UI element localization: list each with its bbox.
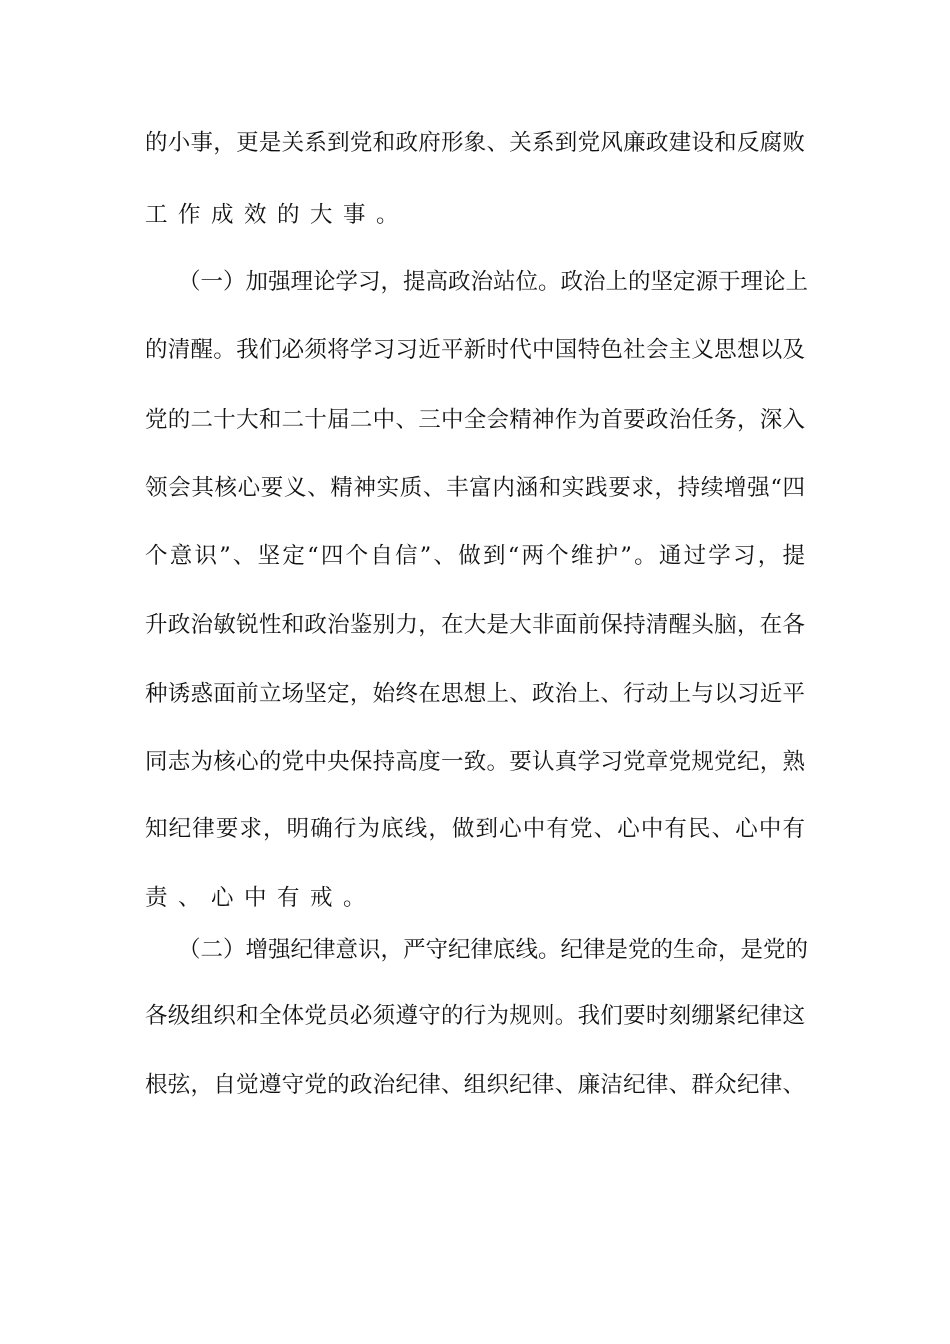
section-heading-line: （一）加强理论学习，提高政治站位。政治上的坚定源于理论上	[178, 269, 809, 295]
paragraph-line: 各级组织和全体党员必须遵守的行为规则。我们要时刻绷紧纪律这	[145, 1003, 805, 1029]
paragraph-line: 升政治敏锐性和政治鉴别力，在大是大非面前保持清醒头脑，在各	[145, 612, 805, 638]
paragraph-line: 知纪律要求，明确行为底线，做到心中有党、心中有民、心中有	[145, 816, 805, 842]
paragraph-line: 党的二十大和二十届二中、三中全会精神作为首要政治任务，深入	[145, 407, 805, 433]
paragraph-line: 的清醒。我们必须将学习习近平新时代中国特色社会主义思想以及	[145, 337, 805, 363]
paragraph-line: 同志为核心的党中央保持高度一致。要认真学习党章党规党纪，熟	[145, 749, 805, 775]
paragraph-line: 根弦，自觉遵守党的政治纪律、组织纪律、廉洁纪律、群众纪律、	[145, 1072, 805, 1098]
paragraph-line: 工作成效的大事。	[145, 202, 410, 228]
paragraph-line: 领会其核心要义、精神实质、丰富内涵和实践要求，持续增强“四	[145, 475, 805, 501]
section-heading-line: （二）增强纪律意识，严守纪律底线。纪律是党的生命，是党的	[178, 937, 809, 963]
paragraph-line: 个意识”、坚定“四个自信”、做到“两个维护”。通过学习，提	[145, 543, 805, 569]
paragraph-line: 种诱惑面前立场坚定，始终在思想上、政治上、行动上与以习近平	[145, 681, 805, 707]
paragraph-line: 责、心中有戒。	[145, 885, 377, 911]
paragraph-line: 的小事，更是关系到党和政府形象、关系到党风廉政建设和反腐败	[145, 130, 805, 156]
